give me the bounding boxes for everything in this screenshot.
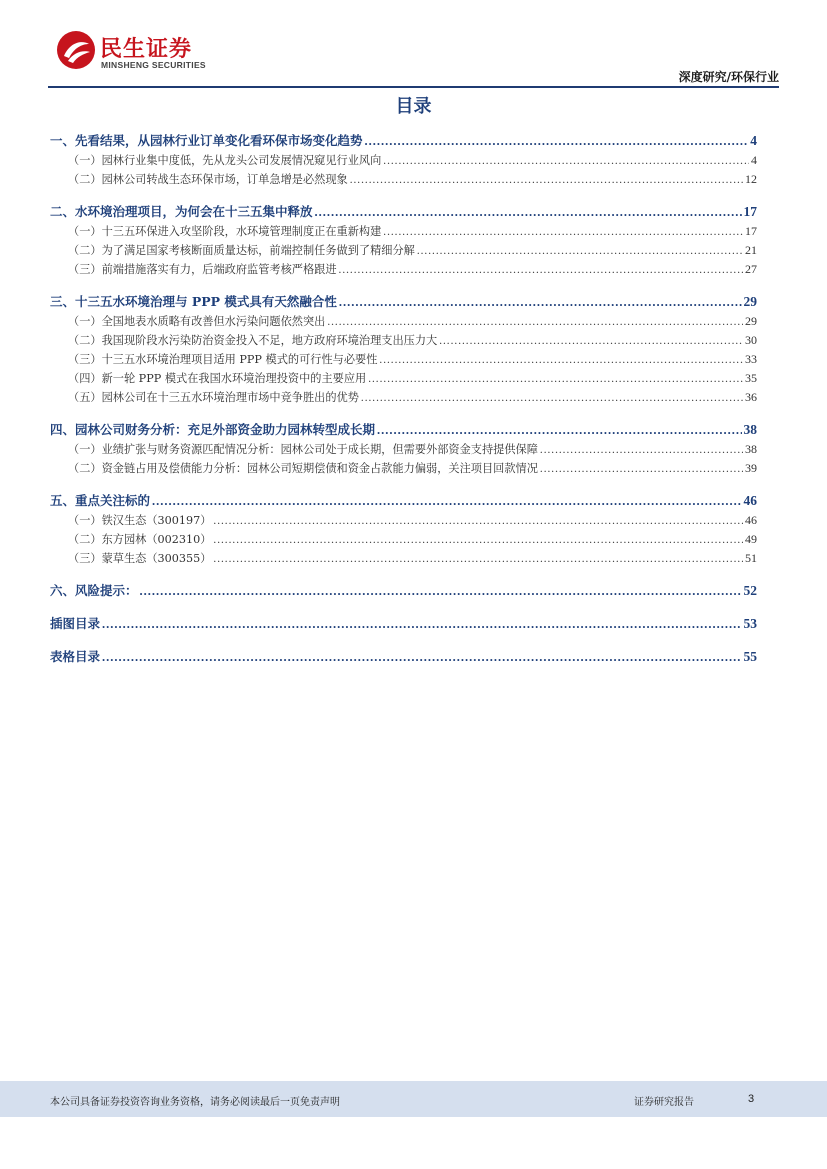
toc-entry-page: 27 — [745, 262, 757, 276]
toc-section-gap — [50, 187, 757, 195]
toc-entry-page: 39 — [745, 461, 757, 475]
header-divider — [48, 86, 779, 88]
toc-section-entry[interactable] — [50, 389, 757, 405]
toc-entry-page: 21 — [745, 243, 757, 257]
toc-dot-leader — [213, 553, 743, 565]
toc-entry-page: 4 — [751, 153, 757, 167]
toc-dot-leader — [383, 155, 749, 167]
toc-section-entry[interactable] — [50, 313, 757, 329]
toc-chapter-entry[interactable] — [50, 614, 757, 632]
toc-entry-page: 46 — [745, 513, 757, 527]
toc-dot-leader — [339, 264, 743, 276]
toc-entry-title: 五、重点关注标的 — [50, 493, 151, 508]
toc-section-gap — [50, 405, 757, 413]
toc-entry-title: （三）前端措施落实有力，后端政府监管考核严格跟进 — [68, 263, 337, 276]
toc-dot-leader — [361, 392, 743, 404]
toc-entry-title: （五）园林公司在十三五水环境治理市场中竞争胜出的优势 — [68, 391, 359, 404]
toc-entry-title: 表格目录 — [50, 649, 101, 664]
toc-chapter-entry[interactable] — [50, 292, 757, 310]
toc-section-entry[interactable] — [50, 223, 757, 239]
toc-dot-leader — [315, 205, 742, 220]
toc-entry-page: 55 — [743, 649, 757, 664]
toc-section-gap — [50, 277, 757, 285]
toc-entry-title: （二）资金链占用及偿债能力分析：园林公司短期偿债和资金占款能力偏弱，关注项目回款情况 — [68, 462, 538, 475]
toc-entry-page: 30 — [745, 333, 757, 347]
toc-entry-title: （三）十三五水环境治理项目适用 PPP 模式的可行性与必要性 — [68, 353, 378, 366]
toc-dot-leader — [339, 295, 742, 310]
toc-entry-title: （一）十三五环保进入攻坚阶段，水环境管理制度正在重新构建 — [68, 225, 382, 238]
toc-dot-leader — [350, 174, 743, 186]
toc-entry-page: 46 — [743, 493, 757, 508]
toc-title: 目录 — [395, 96, 432, 117]
toc-dot-leader — [102, 617, 741, 632]
toc-entry-page: 53 — [743, 616, 757, 631]
toc-section-entry[interactable] — [50, 531, 757, 547]
toc-chapter-entry[interactable] — [50, 647, 757, 665]
toc-entry-title: 四、园林公司财务分析：充足外部资金助力园林转型成长期 — [50, 422, 376, 437]
logo-chinese-name: 民生证券 — [100, 37, 193, 62]
toc-section-gap — [50, 566, 757, 574]
toc-entry-title: （一）园林行业集中度低，先从龙头公司发展情况窥见行业风向 — [68, 154, 382, 167]
toc-dot-leader — [213, 534, 743, 546]
toc-dot-leader — [327, 316, 743, 328]
toc-chapter-entry[interactable] — [50, 581, 757, 599]
toc-dot-leader — [365, 134, 749, 149]
toc-section-entry[interactable] — [50, 351, 757, 367]
toc-entry-title: （二）东方园林（002310） — [68, 533, 212, 546]
toc-entry-title: （四）新一轮 PPP 模式在我国水环境治理投资中的主要应用 — [68, 372, 367, 385]
toc-dot-leader — [383, 226, 743, 238]
toc-dot-leader — [368, 373, 743, 385]
toc-entry-page: 38 — [745, 442, 757, 456]
toc-dot-leader — [140, 584, 742, 599]
toc-dot-leader — [102, 650, 741, 665]
header-section-label: 深度研究/环保行业 — [678, 70, 779, 84]
toc-chapter-entry[interactable] — [50, 131, 757, 149]
toc-section-entry[interactable] — [50, 460, 757, 476]
toc-chapter-entry[interactable] — [50, 420, 757, 438]
toc-entry-page: 38 — [743, 422, 757, 437]
company-logo — [56, 28, 226, 74]
toc-section-entry[interactable] — [50, 441, 757, 457]
toc-entry-page: 12 — [745, 172, 757, 186]
toc-dot-leader — [439, 335, 743, 347]
toc-entry-page: 35 — [745, 371, 757, 385]
toc-entry-title: 二、水环境治理项目，为何会在十三五集中释放 — [50, 204, 313, 219]
toc-entry-page: 29 — [745, 314, 757, 328]
toc-section-entry[interactable] — [50, 242, 757, 258]
toc-entry-title: （二）园林公司转战生态环保市场，订单急增是必然现象 — [68, 173, 348, 186]
toc-entry-page: 17 — [743, 204, 757, 219]
toc-entry-title: 一、先看结果，从园林行业订单变化看环保市场变化趋势 — [50, 133, 363, 148]
toc-section-entry[interactable] — [50, 171, 757, 187]
minsheng-logo-icon — [56, 30, 96, 70]
toc-section-entry[interactable] — [50, 332, 757, 348]
toc-dot-leader — [540, 444, 743, 456]
toc-entry-title: （一）全国地表水质略有改善但水污染问题依然突出 — [68, 315, 326, 328]
toc-section-entry[interactable] — [50, 512, 757, 528]
toc-entry-title: （二）为了满足国家考核断面质量达标，前端控制任务做到了精细分解 — [68, 244, 415, 257]
toc-entry-title: （一）业绩扩张与财务资源匹配情况分析：园林公司处于成长期，但需要外部资金支持提供保障 — [68, 443, 538, 456]
toc-dot-leader — [377, 423, 741, 438]
toc-dot-leader — [152, 494, 741, 509]
toc-section-gap — [50, 632, 757, 640]
toc-entry-title: 三、十三五水环境治理与 PPP 模式具有天然融合性 — [50, 294, 337, 309]
toc-chapter-entry[interactable] — [50, 491, 757, 509]
footer-page-number: 3 — [748, 1093, 755, 1105]
toc-entry-title: 插图目录 — [50, 616, 101, 631]
toc-entry-title: （三）蒙草生态（300355） — [68, 552, 212, 565]
toc-entry-page: 49 — [745, 532, 757, 546]
toc-entry-page: 51 — [745, 551, 757, 565]
toc-section-gap — [50, 476, 757, 484]
toc-section-entry[interactable] — [50, 152, 757, 168]
toc-entry-page: 36 — [745, 390, 757, 404]
toc-entry-page: 4 — [750, 133, 757, 148]
footer-report-type: 证券研究报告 — [634, 1097, 694, 1108]
toc-section-gap — [50, 599, 757, 607]
toc-dot-leader — [213, 515, 743, 527]
toc-chapter-entry[interactable] — [50, 202, 757, 220]
toc-entry-title: （二）我国现阶段水污染防治资金投入不足，地方政府环境治理支出压力大 — [68, 334, 438, 347]
toc-section-entry[interactable] — [50, 261, 757, 277]
table-of-contents — [50, 124, 757, 665]
toc-dot-leader — [379, 354, 743, 366]
toc-entry-page: 52 — [743, 583, 757, 598]
toc-section-entry[interactable] — [50, 370, 757, 386]
toc-entry-title: （一）铁汉生态（300197） — [68, 514, 212, 527]
toc-dot-leader — [540, 463, 743, 475]
toc-entry-page: 17 — [745, 224, 757, 238]
logo-english-name: MINSHENG SECURITIES — [101, 60, 206, 70]
toc-entry-title: 六、风险提示： — [50, 583, 138, 598]
footer-disclaimer: 本公司具备证券投资咨询业务资格，请务必阅读最后一页免责声明 — [50, 1097, 340, 1108]
toc-entry-page: 33 — [745, 352, 757, 366]
toc-entry-page: 29 — [743, 294, 757, 309]
toc-section-entry[interactable] — [50, 550, 757, 566]
toc-dot-leader — [417, 245, 743, 257]
